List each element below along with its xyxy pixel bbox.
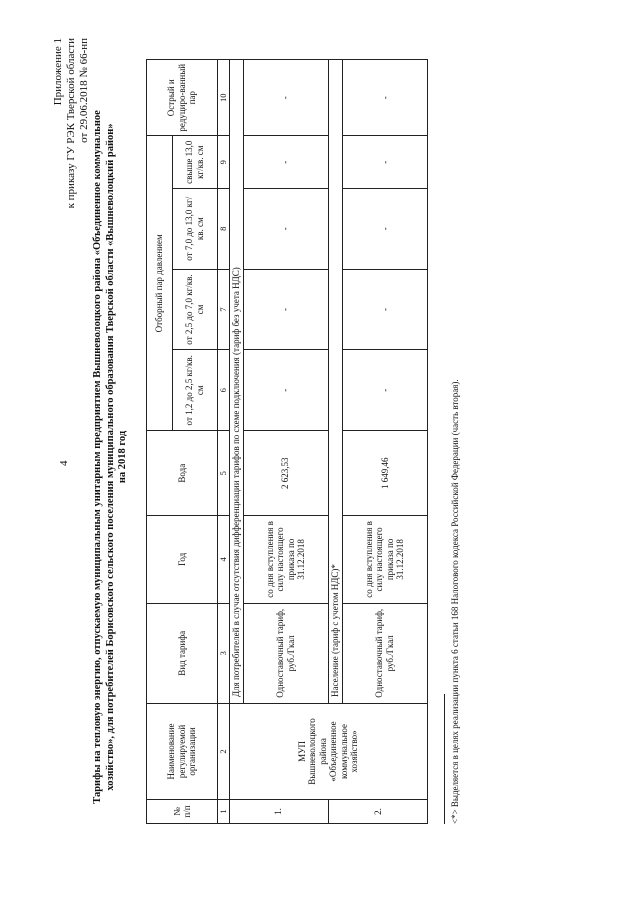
footnote: <*> Выделяется в целях реализации пункта 6 статьи 168 Налогового кодекса Российской Федерации (часть вторая). bbox=[450, 379, 460, 824]
tariff-table bbox=[146, 59, 428, 824]
col-number: 1 bbox=[218, 800, 230, 824]
col-number: 7 bbox=[218, 269, 230, 350]
header-steam-2: от 2,5 до 7,0 кг/кв. см bbox=[172, 269, 217, 350]
tariff-type-cell: Одноставочный тариф, руб./Гкал bbox=[243, 603, 328, 703]
steam-4-cell: - bbox=[243, 136, 328, 188]
section-label: Для потребителей в случае отсутствия дифференциации тарифов по схеме подключения (тариф без учета НДС) bbox=[229, 60, 243, 704]
section-row bbox=[229, 60, 243, 824]
col-number: 3 bbox=[218, 603, 230, 703]
steam-3-cell: - bbox=[243, 188, 328, 269]
appendix-header bbox=[52, 38, 91, 208]
page-number: 4 bbox=[58, 460, 70, 466]
row-number: 1. bbox=[229, 800, 328, 824]
header-sharp-steam: Острый и редуциро-ванный пар bbox=[147, 60, 218, 137]
appendix-line-2: к приказу ГУ РЭК Тверской области bbox=[65, 38, 77, 209]
header-steam-4: свыше 13,0 кг/кв. см bbox=[172, 136, 217, 188]
header-num: № п/п bbox=[147, 800, 218, 824]
steam-2-cell: - bbox=[342, 269, 427, 350]
period-cell: со дня вступления в силу настоящего приказа по 31.12.2018 bbox=[342, 516, 427, 603]
col-number: 5 bbox=[218, 431, 230, 516]
water-value-cell: 1 649,46 bbox=[342, 431, 427, 516]
appendix-line-3: от 29.06.2018 № 66-нп bbox=[78, 38, 90, 143]
title-line-3: на 2018 год bbox=[117, 430, 128, 484]
header-row bbox=[147, 60, 173, 824]
steam-2-cell: - bbox=[243, 269, 328, 350]
period-cell: со дня вступления в силу настоящего приказа по 31.12.2018 bbox=[243, 516, 328, 603]
footnote-divider bbox=[444, 694, 445, 824]
section-label: Население (тариф с учетом НДС)* bbox=[328, 60, 342, 704]
water-value-cell: 2 623,53 bbox=[243, 431, 328, 516]
header-water: Вода bbox=[147, 431, 218, 516]
column-number-row bbox=[218, 60, 230, 824]
col-number: 6 bbox=[218, 350, 230, 431]
header-tariff-type: Вид тарифа bbox=[147, 603, 218, 703]
col-number: 2 bbox=[218, 703, 230, 799]
header-steam-3: от 7,0 до 13,0 кг/кв. см bbox=[172, 188, 217, 269]
col-number: 9 bbox=[218, 136, 230, 188]
appendix-line-1: Приложение 1 bbox=[52, 38, 64, 106]
header-organization: Наименование регулируемой организации bbox=[147, 703, 218, 799]
title-line-1: Тарифы на тепловую энергию, отпускаемую муниципальным унитарным предприятием Вышневолоцкого района «Объединенное коммунальное bbox=[92, 110, 103, 804]
sharp-steam-cell: - bbox=[342, 60, 427, 137]
col-number: 10 bbox=[218, 60, 230, 137]
steam-1-cell: - bbox=[243, 350, 328, 431]
header-year: Год bbox=[147, 516, 218, 603]
col-number: 4 bbox=[218, 516, 230, 603]
organization-name: МУП Вышневолоцкого района «Объединенное коммунальное хозяйство» bbox=[229, 703, 427, 799]
row-number: 2. bbox=[328, 800, 427, 824]
header-steam-group: Отборный пар давлением bbox=[147, 136, 173, 431]
col-number: 8 bbox=[218, 188, 230, 269]
steam-4-cell: - bbox=[342, 136, 427, 188]
steam-1-cell: - bbox=[342, 350, 427, 431]
header-steam-1: от 1,2 до 2,5 кг/кв. см bbox=[172, 350, 217, 431]
title-line-2: хозяйство», для потребителей Борисовского сельского поселения муниципального образования Тверской области «Вышневолоцкий район» bbox=[104, 123, 116, 791]
rotated-document-page bbox=[48, 32, 608, 852]
tariff-type-cell: Одноставочный тариф, руб./Гкал bbox=[342, 603, 427, 703]
steam-3-cell: - bbox=[342, 188, 427, 269]
document-title bbox=[92, 102, 130, 812]
sharp-steam-cell: - bbox=[243, 60, 328, 137]
